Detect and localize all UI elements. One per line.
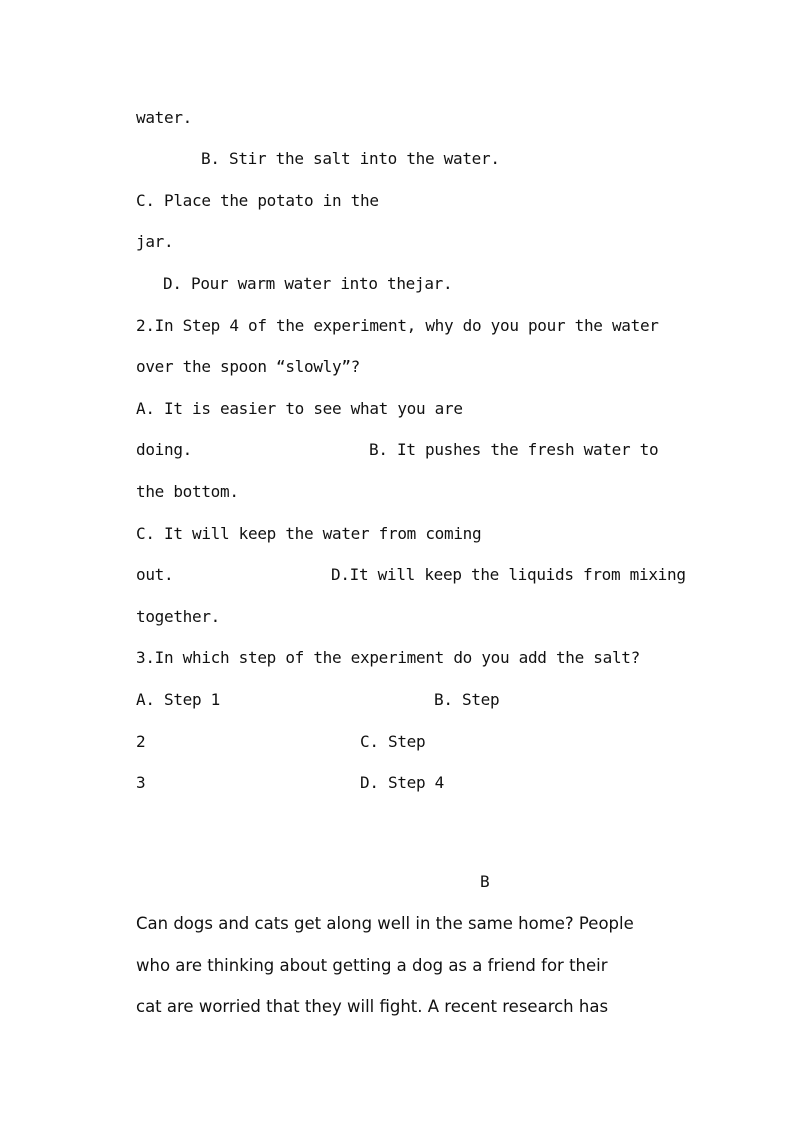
- section-heading: B: [480, 872, 490, 891]
- q2-option-a-line2: doing.: [136, 440, 192, 459]
- q2-option-d-line1: D.It will keep the liquids from mixing: [331, 565, 686, 584]
- q3-stem: 3.In which step of the experiment do you add the salt?: [136, 648, 640, 667]
- q1-option-d: D. Pour warm water into thejar.: [163, 274, 453, 293]
- q2-option-b-line2: the bottom.: [136, 482, 239, 501]
- q1-option-a-tail: water.: [136, 108, 192, 127]
- q2-option-c-line1: C. It will keep the water from coming: [136, 524, 482, 543]
- q3-option-a: A. Step 1: [136, 690, 220, 709]
- q2-option-b-line1: B. It pushes the fresh water to: [369, 440, 659, 459]
- q3-option-b-line1: B. Step: [434, 690, 500, 709]
- q1-option-c-line2: jar.: [136, 232, 174, 251]
- q3-option-c-line1: C. Step: [360, 732, 426, 751]
- q2-option-c-line2: out.: [136, 565, 174, 584]
- q3-option-c-line2: 3: [136, 773, 146, 792]
- q1-option-c-line1: C. Place the potato in the: [136, 191, 379, 210]
- q2-stem-line1: 2.In Step 4 of the experiment, why do you pour the water: [136, 316, 659, 335]
- q2-option-d-line2: together.: [136, 607, 220, 626]
- q3-option-d: D. Step 4: [360, 773, 444, 792]
- q2-stem-line2: over the spoon “slowly”?: [136, 357, 360, 376]
- passage-line1: Can dogs and cats get along well in the same home? People: [136, 914, 634, 933]
- passage-line2: who are thinking about getting a dog as a friend for their: [136, 956, 608, 975]
- q2-option-a-line1: A. It is easier to see what you are: [136, 399, 463, 418]
- q1-option-b: B. Stir the salt into the water.: [201, 149, 500, 168]
- passage-line3: cat are worried that they will fight. A recent research has: [136, 997, 609, 1016]
- q3-option-b-line2: 2: [136, 732, 146, 751]
